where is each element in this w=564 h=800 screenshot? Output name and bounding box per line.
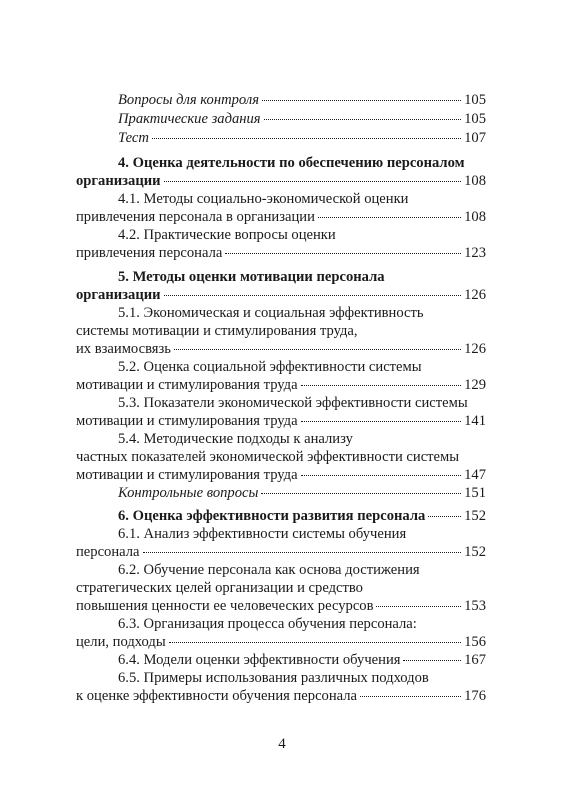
section-6-3-line-1: 6.3. Организация процесса обучения персонала: bbox=[118, 616, 417, 632]
section-6-2-line-3[interactable] bbox=[76, 596, 486, 616]
dot-leader bbox=[301, 474, 462, 476]
chapter-5-title-line-1: 5. Методы оценки мотивации персонала bbox=[118, 269, 385, 285]
toc-entry-questions-control[interactable] bbox=[118, 90, 486, 110]
toc-page-number: 141 bbox=[464, 413, 486, 429]
section-5-1-line-2: системы мотивации и стимулирования труда, bbox=[76, 323, 358, 339]
toc-page-number: 105 bbox=[464, 111, 486, 127]
section-5-1-line-1: 5.1. Экономическая и социальная эффективность bbox=[118, 305, 424, 321]
section-4-2-line-2[interactable] bbox=[76, 243, 486, 263]
dot-leader bbox=[428, 515, 461, 517]
toc-page-number: 108 bbox=[464, 209, 486, 225]
toc-entry-label: мотивации и стимулирования труда bbox=[76, 413, 298, 429]
dot-leader bbox=[264, 118, 462, 120]
toc-entry-label: 6. Оценка эффективности развития персонала bbox=[118, 508, 426, 524]
toc-page-number: 108 bbox=[464, 173, 486, 189]
dot-leader bbox=[152, 137, 461, 139]
toc-page-number: 156 bbox=[464, 634, 486, 650]
toc-entry-practical-tasks[interactable] bbox=[118, 109, 486, 129]
toc-page-number: 126 bbox=[464, 341, 486, 357]
dot-leader bbox=[174, 348, 461, 350]
toc-entry-label: Контрольные вопросы bbox=[118, 485, 259, 501]
section-5-4-line-2: частных показателей экономической эффективности системы bbox=[76, 449, 460, 465]
dot-leader bbox=[403, 659, 461, 661]
toc-entry-label: персонала bbox=[76, 544, 140, 560]
toc-entry-label: привлечения персонала в организации bbox=[76, 209, 315, 225]
page-number: 4 bbox=[278, 736, 286, 752]
chapter-6-title[interactable] bbox=[118, 506, 486, 526]
section-5-3-line-2[interactable] bbox=[76, 411, 486, 431]
dot-leader bbox=[376, 605, 461, 607]
section-6-1-line-1: 6.1. Анализ эффективности системы обучения bbox=[118, 526, 407, 542]
toc-entry-label: повышения ценности ее человеческих ресурсов bbox=[76, 598, 374, 614]
dot-leader bbox=[262, 99, 461, 101]
dot-leader bbox=[318, 216, 461, 218]
toc-entry-label: 6.4. Модели оценки эффективности обучения bbox=[118, 652, 401, 668]
toc-page-number: 147 bbox=[464, 467, 486, 483]
chapter-4-title-line-1: 4. Оценка деятельности по обеспечению персоналом bbox=[118, 155, 465, 171]
toc-page-number: 167 bbox=[464, 652, 486, 668]
section-6-2-line-1: 6.2. Обучение персонала как основа достижения bbox=[118, 562, 420, 578]
toc-page-number: 152 bbox=[464, 508, 486, 524]
section-6-1-line-2[interactable] bbox=[76, 542, 486, 562]
dot-leader bbox=[301, 384, 462, 386]
dot-leader bbox=[225, 252, 461, 254]
section-6-2-line-2: стратегических целей организации и средство bbox=[76, 580, 363, 596]
toc-page-number: 152 bbox=[464, 544, 486, 560]
section-6-5-line-1: 6.5. Примеры использования различных подходов bbox=[118, 670, 429, 686]
section-5-2-line-2[interactable] bbox=[76, 375, 486, 395]
toc-page-number: 126 bbox=[464, 287, 486, 303]
toc-entry-control-questions[interactable] bbox=[118, 483, 486, 503]
toc-entry-label: мотивации и стимулирования труда bbox=[76, 467, 298, 483]
toc-page-number: 151 bbox=[464, 485, 486, 501]
toc-entry-label: Вопросы для контроля bbox=[118, 92, 260, 108]
toc-page-number: 105 bbox=[464, 92, 486, 108]
toc-entry-label: к оценке эффективности обучения персонала bbox=[76, 688, 358, 704]
chapter-4-title-line-2[interactable] bbox=[76, 171, 486, 191]
dot-leader bbox=[169, 641, 461, 643]
dot-leader bbox=[360, 695, 461, 697]
toc-entry-label: их взаимосвязь bbox=[76, 341, 171, 357]
toc-page-number: 107 bbox=[464, 130, 486, 146]
toc-page-number: 153 bbox=[464, 598, 486, 614]
section-4-1-line-1: 4.1. Методы социально-экономической оценки bbox=[118, 191, 409, 207]
toc-entry-label: Практические задания bbox=[118, 111, 261, 127]
section-5-3-line-1: 5.3. Показатели экономической эффективности системы bbox=[118, 395, 468, 411]
toc-entry-label: цели, подходы bbox=[76, 634, 166, 650]
section-4-1-line-2[interactable] bbox=[76, 207, 486, 227]
toc-page-number: 176 bbox=[464, 688, 486, 704]
toc-entry-label: Тест bbox=[118, 130, 149, 146]
toc-entry-label: организации bbox=[76, 173, 161, 189]
toc-entry-test[interactable] bbox=[118, 128, 486, 148]
toc-entry-label: мотивации и стимулирования труда bbox=[76, 377, 298, 393]
section-5-2-line-1: 5.2. Оценка социальной эффективности системы bbox=[118, 359, 422, 375]
section-5-1-line-3[interactable] bbox=[76, 339, 486, 359]
dot-leader bbox=[164, 294, 462, 296]
section-6-4[interactable] bbox=[118, 650, 486, 670]
dot-leader bbox=[143, 551, 462, 553]
dot-leader bbox=[301, 420, 462, 422]
toc-page-number: 129 bbox=[464, 377, 486, 393]
toc-entry-label: организации bbox=[76, 287, 161, 303]
dot-leader bbox=[164, 180, 462, 182]
section-6-3-line-2[interactable] bbox=[76, 632, 486, 652]
section-5-4-line-1: 5.4. Методические подходы к анализу bbox=[118, 431, 353, 447]
toc-entry-label: привлечения персонала bbox=[76, 245, 223, 261]
section-6-5-line-2[interactable] bbox=[76, 686, 486, 706]
chapter-5-title-line-2[interactable] bbox=[76, 285, 486, 305]
section-4-2-line-1: 4.2. Практические вопросы оценки bbox=[118, 227, 336, 243]
toc-page-number: 123 bbox=[464, 245, 486, 261]
dot-leader bbox=[261, 492, 461, 494]
section-5-4-line-3[interactable] bbox=[76, 465, 486, 485]
